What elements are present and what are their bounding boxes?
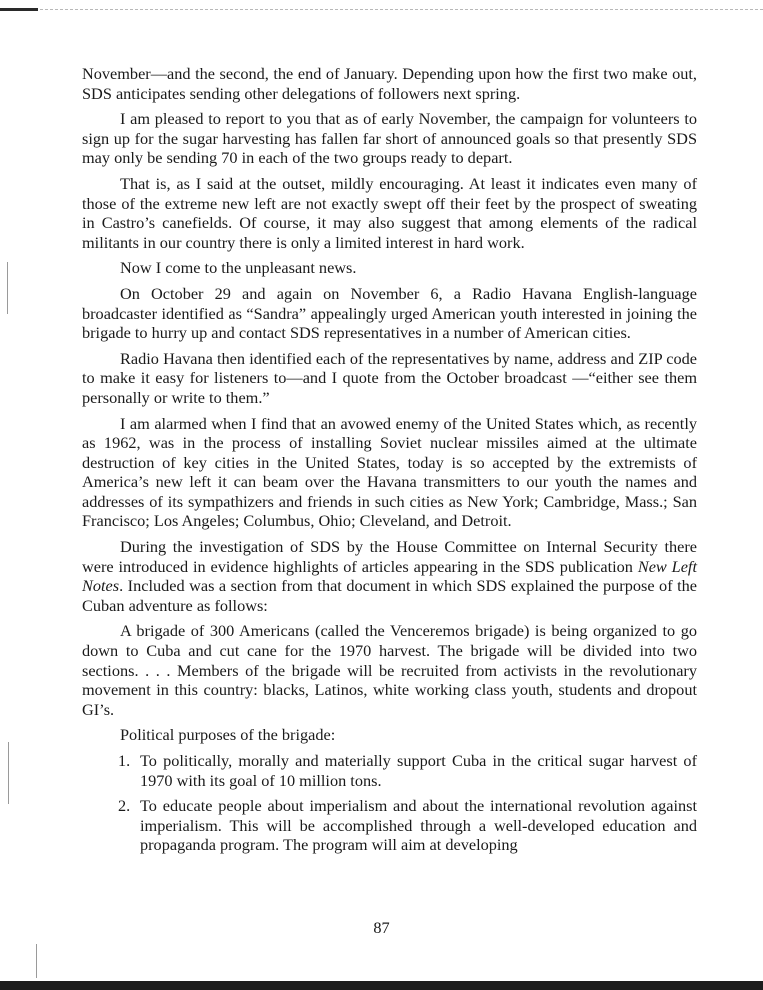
list-item-text: To educate people about imperialism and about the international revolution against imperialism. This will be accomplished through a well-developed education and propaganda program. The program will aim at developing: [140, 796, 697, 855]
paragraph: November—and the second, the end of January. Depending upon how the first two make out, SDS anticipates sending other delegations of followers next spring.: [82, 64, 697, 103]
margin-mark: [36, 944, 37, 978]
list-item-number: 2.: [118, 796, 131, 816]
block-quote: A brigade of 300 Americans (called the Venceremos brigade) is being organized to go down to Cuba and cut cane for the 1970 harvest. The brigade will be divided into two sections. . . . Members of the brigade will be recruited from activists in the revolutionary movement in this country: blacks, Latinos, white working class youth, students and dropout GI’s.: [82, 621, 697, 719]
list-item: [82, 751, 697, 790]
page-top-edge-mark: [0, 8, 38, 11]
paragraph: I am pleased to report to you that as of early November, the campaign for volunteers to sign up for the sugar harvesting has fallen far short of announced goals so that presently SDS may only be sending 70 in each of the two groups ready to depart.: [82, 109, 697, 168]
investigation-text-after: . Included was a section from that document in which SDS explained the purpose of the Cuban adventure as follows:: [82, 576, 697, 615]
paragraph: That is, as I said at the outset, mildly encouraging. At least it indicates even many of those of the extreme new left are not exactly swept off their feet by the prospect of sweating in Castro’s canefields. Of course, it may also suggest that among elements of the radical militants in our country there is only a limited interest in hard work.: [82, 173, 697, 252]
list-item-text: To politically, morally and materially support Cuba in the critical sugar harvest of 1970 with its goal of 10 million tons.: [140, 751, 697, 790]
investigation-paragraph: [82, 537, 697, 615]
paragraph: Now I come to the unpleasant news.: [120, 258, 357, 278]
paragraph: On October 29 and again on November 6, a Radio Havana English-language broadcaster identified as “Sandra” appealingly urged American youth interested in joining the brigade to hurry up and contact SDS representatives in a number of American cities.: [82, 283, 697, 343]
publication-title: New Left Notes: [82, 556, 697, 596]
margin-mark: [7, 262, 8, 314]
purposes-heading: Political purposes of the brigade:: [120, 725, 336, 745]
page-number: 87: [373, 918, 390, 937]
paragraph: I am alarmed when I find that an avowed enemy of the United States which, as recently as 1962, was in the process of installing Soviet nuclear missiles aimed at the ultimate destruction of key cities in the United States, today is so accepted by the extremists of America’s new left it can beam over the Havana transmitters to our youth the names and addresses of its sympathizers and friends in such cities as New York; Cambridge, Mass.; San Francisco; Los Angeles; Columbus, Ohio; Cleveland, and Detroit.: [82, 413, 697, 531]
investigation-text-before: During the investigation of SDS by the House Committee on Internal Security there were introduced in evidence highlights of articles appearing in the SDS publication: [82, 537, 697, 576]
list-item-number: 1.: [118, 751, 131, 770]
list-item: [82, 796, 697, 855]
purposes-list: [82, 751, 697, 855]
page-bottom-edge: [0, 981, 763, 990]
margin-mark: [8, 742, 9, 804]
document-body: [82, 64, 697, 861]
paragraph: Radio Havana then identified each of the representatives by name, address and ZIP code to make it easy for listeners to—and I quote from the October broadcast —“either see them personally or write to them.”: [82, 348, 697, 407]
page-top-edge: [0, 0, 763, 10]
